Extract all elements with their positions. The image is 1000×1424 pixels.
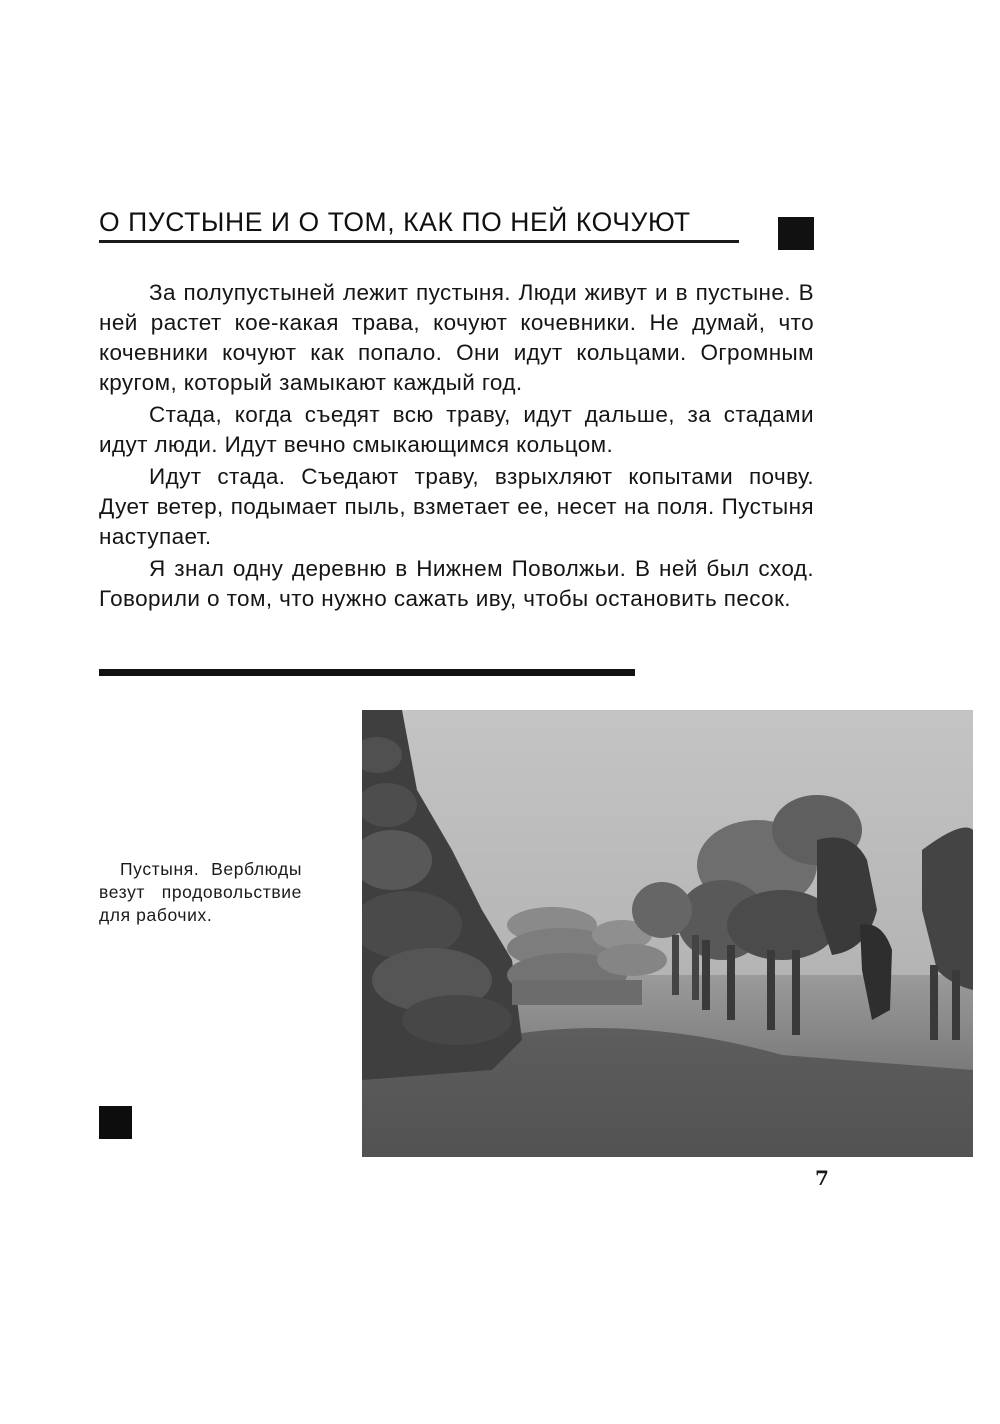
photo-caption [99, 858, 302, 927]
heading-underline [99, 240, 739, 243]
page-number: 7 [815, 1166, 829, 1190]
camel-caravan-photo [362, 710, 973, 1157]
paragraph: За полупустыней лежит пустыня. Люди живут и в пустыне. В ней растет кое-какая трава, кочуют кочевники. Не думай, что кочевники кочуют как попало. Они идут кольцами. Огромным кругом, который замыкают каждый год. [99, 280, 814, 395]
section-heading: О ПУСТЫНЕ И О ТОМ, КАК ПО НЕЙ КОЧУЮТ [99, 207, 691, 237]
caption-text: Пустыня. Верблюды везут продовольствие для рабочих. [99, 859, 302, 925]
paragraph: Идут стада. Съедают траву, взрыхляют копытами почву. Дует ветер, подымает пыль, взметает ее, несет на поля. Пустыня наступает. [99, 464, 814, 549]
section-end-rule [99, 669, 635, 676]
paragraph: Я знал одну деревню в Нижнем Поволжьи. В ней был сход. Говорили о том, что нужно сажать иву, чтобы остановить песок. [99, 556, 814, 611]
heading-ornament-square [778, 217, 814, 250]
paragraph: Стада, когда съедят всю траву, идут дальше, за стадами идут люди. Идут вечно смыкающимся кольцом. [99, 402, 814, 457]
body-text [99, 278, 814, 614]
photo-illustration [362, 710, 973, 1157]
margin-ornament-square [99, 1106, 132, 1139]
